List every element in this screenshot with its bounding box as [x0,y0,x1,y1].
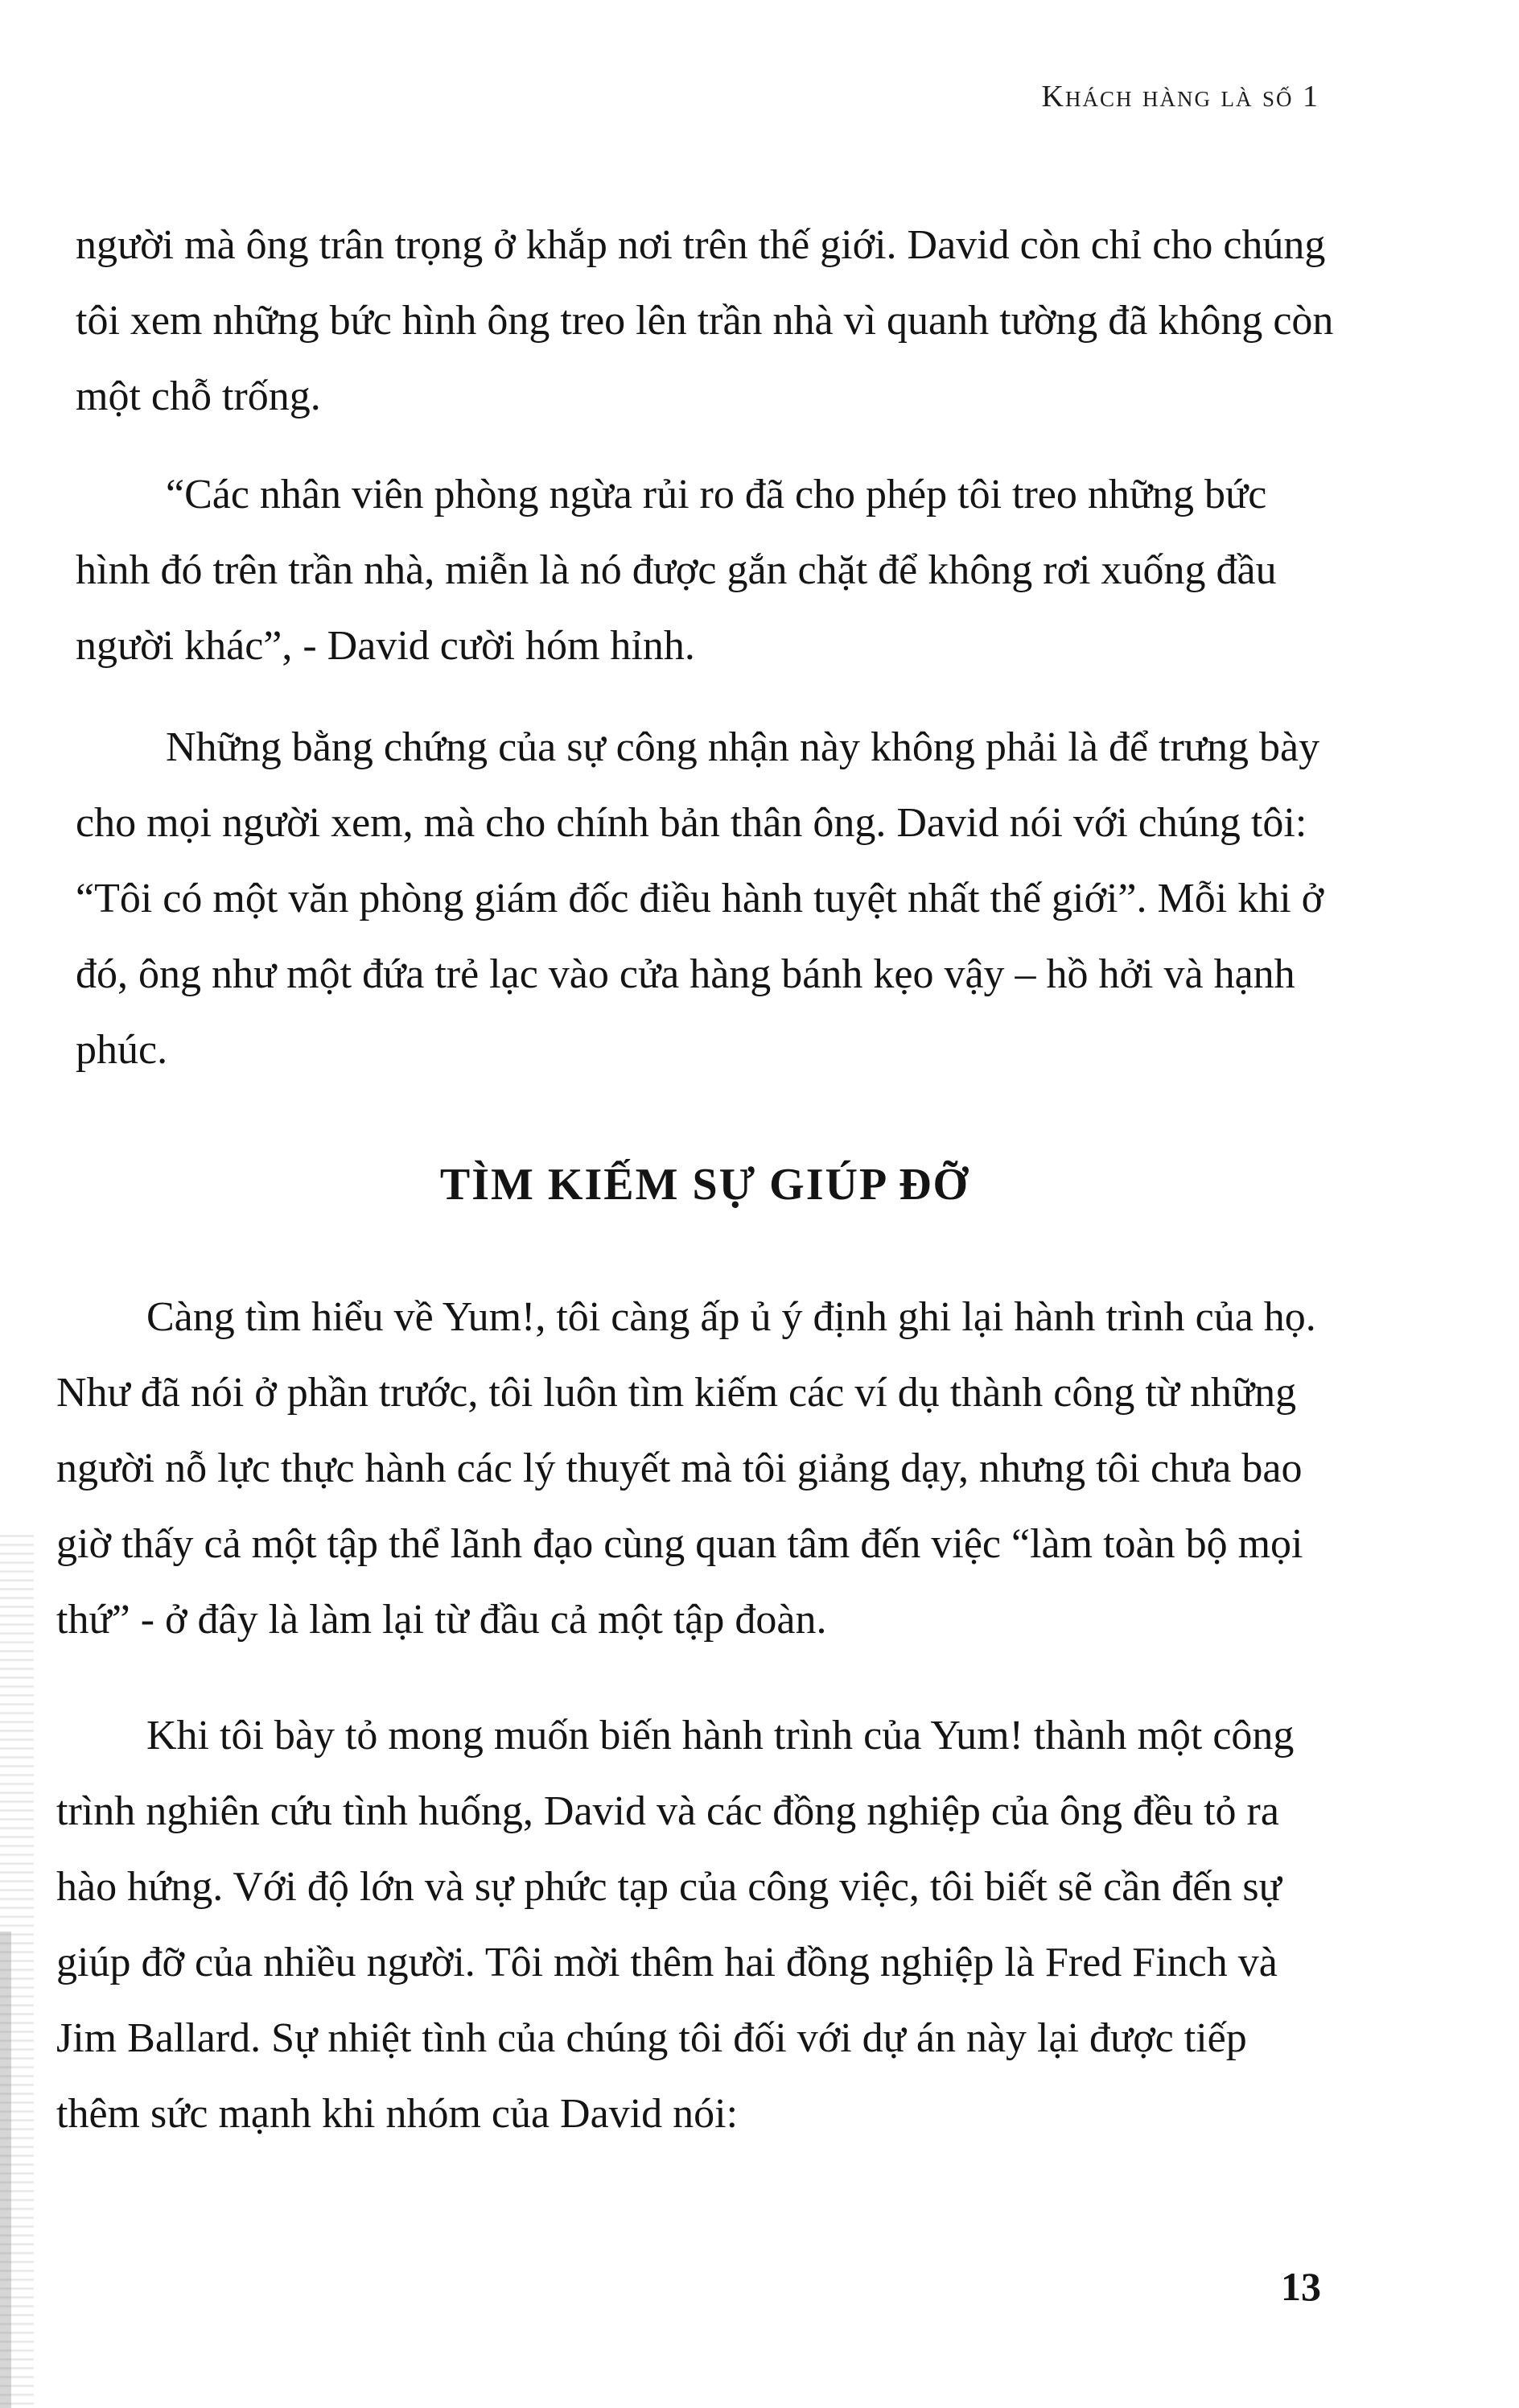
page-number: 13 [1281,2264,1321,2309]
paragraph-2: “Các nhân viên phòng ngừa rủi ro đã cho phép tôi treo những bức hình đó trên trần nhà, miễn là nó được gắn chặt để không rơi xuống đầu người khác”, - David cười hóm hỉnh. [76,472,1277,669]
section-paragraph-2: Khi tôi bày tỏ mong muốn biến hành trình của Yum! thành một công trình nghiên cứu tình huống, David và các đồng nghiệp của ông đều tỏ ra hào hứng. Với độ lớn và sự phức tạp của công việc, tôi biết sẽ cần đến sự giúp đỡ của nhiều người. Tôi mời thêm hai đồng nghiệp là Fred Finch và Jim Ballard. Sự nhiệt tình của chúng tôi đối với dự án này lại được tiếp thêm sức mạnh khi nhóm của David nói: [56,1713,1295,2137]
scan-edge-binding [0,1932,11,2408]
running-head: Khách hàng là số 1 [1041,80,1319,113]
section-heading: TÌM KIẾM SỰ GIÚP ĐỠ [439,1160,970,1210]
paragraph-1: người mà ông trân trọng ở khắp nơi trên thế giới. David còn chỉ cho chúng tôi xem những bức hình ông treo lên trần nhà vì quanh tường đã không còn một chỗ trống. [76,222,1334,419]
paragraph-3: Những bằng chứng của sự công nhận này không phải là để trưng bày cho mọi người xem, mà cho chính bản thân ông. David nói với chúng tôi: “Tôi có một văn phòng giám đốc điều hành tuyệt nhất thế giới”. Mỗi khi ở đó, ông như một đứa trẻ lạc vào cửa hàng bánh kẹo vậy – hồ hởi và hạnh phúc. [76,724,1324,1073]
section-paragraph-1: Càng tìm hiểu về Yum!, tôi càng ấp ủ ý định ghi lại hành trình của họ. Như đã nói ở phần trước, tôi luôn tìm kiếm các ví dụ thành công từ những người nỗ lực thực hành các lý thuyết mà tôi giảng dạy, nhưng tôi chưa bao giờ thấy cả một tập thể lãnh đạo cùng quan tâm đến việc “làm toàn bộ mọi thứ” - ở đây là làm lại từ đầu cả một tập đoàn. [56,1294,1316,1643]
